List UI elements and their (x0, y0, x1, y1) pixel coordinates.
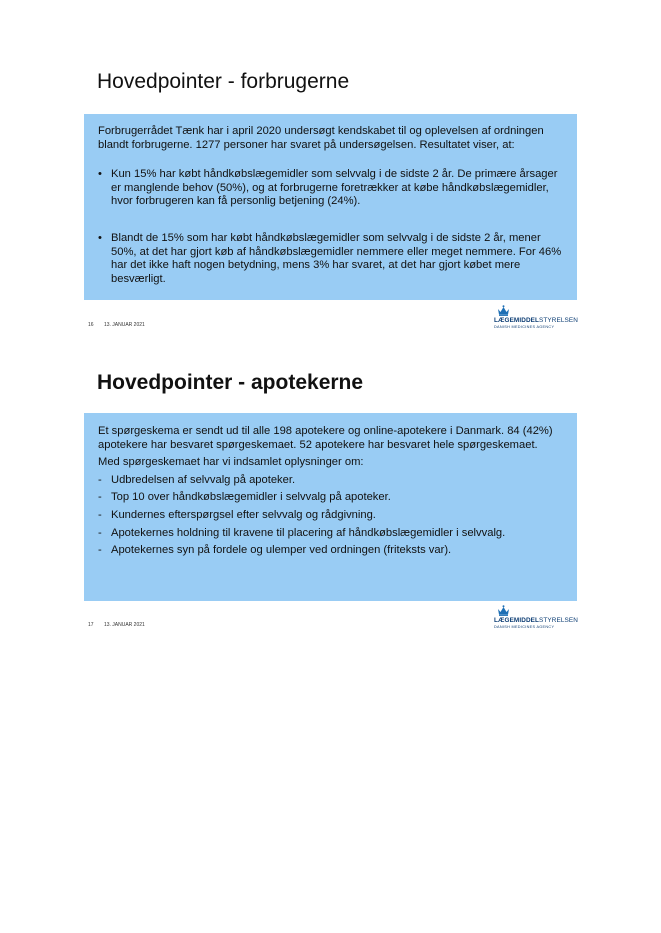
slide-title: Hovedpointer - forbrugerne (97, 70, 350, 93)
list-item-text: Udbredelsen af selvvalg på apoteker. (111, 473, 296, 486)
bullet-marker: - (98, 491, 102, 504)
list-item-text: Apotekernes syn på fordele og ulemper ved ordningen (friteksts var). (111, 544, 452, 557)
bullet-marker: • (98, 168, 102, 181)
content-box (84, 413, 577, 601)
page-number: 16 (88, 322, 94, 328)
bullet-marker: - (98, 526, 102, 539)
list-item-text: Top 10 over håndkøbslægemidler i selvvalg på apoteker. (111, 491, 391, 504)
list-item (98, 527, 563, 541)
footer-date: 13. JANUAR 2021 (103, 622, 145, 628)
list-item-text: Kun 15% har købt håndkøbslægemidler som selvvalg i de sidste 2 år. De primære årsager er manglende behov (50%), og at forbrugerne foretrækker at købe håndkøbslægemidler, hvor forbrugeren kan få personlig betjening (24%). (111, 168, 558, 208)
list-item (98, 509, 563, 523)
logo-subtitle: DANISH MEDICINES AGENCY (494, 625, 555, 629)
logo-name: LÆGEMIDDELSTYRELSEN (494, 317, 578, 324)
list-item (98, 544, 563, 558)
page-number: 17 (88, 622, 94, 628)
intro-text: Et spørgeskema er sendt ud til alle 198 apotekere og online-apotekere i Danmark. 84 (42%) apotekere har besvaret spørgeskemaet. 52 apotekere har besvaret hele spørgeskemaet. (98, 425, 553, 451)
intro-text: Forbrugerrådet Tænk har i april 2020 undersøgt kendskabet til og oplevelsen af ordningen blandt forbrugerne. 1277 personer har svaret på undersøgelsen. Resultatet viser, at: (98, 125, 544, 151)
list-item-text: Apotekernes holdning til kravene til placering af håndkøbslægemidler i selvvalg. (111, 526, 506, 539)
logo-name: LÆGEMIDDELSTYRELSEN (494, 617, 578, 624)
slide-title: Hovedpointer - apotekerne (97, 371, 364, 394)
bullet-marker: - (98, 544, 102, 557)
bullet-list (98, 474, 563, 558)
slide-footer (88, 622, 145, 628)
footer-date: 13. JANUAR 2021 (103, 322, 145, 328)
list-item-text: Kundernes efterspørgsel efter selvvalg og rådgivning. (111, 508, 376, 521)
logo-subtitle: DANISH MEDICINES AGENCY (494, 325, 555, 329)
bullet-marker: - (98, 508, 102, 521)
list-item (98, 491, 563, 505)
crown-icon (497, 605, 510, 616)
bullet-marker: - (98, 473, 102, 486)
bullet-marker: • (98, 231, 102, 244)
lead-text: Med spørgeskemaet har vi indsamlet oplysninger om: (98, 456, 364, 469)
list-item (98, 474, 563, 488)
list-item-text: Blandt de 15% som har købt håndkøbslægemidler som selvvalg i de sidste 2 år, mener 50%, at det har gjort køb af håndkøbslægemidler nemmere eller meget nemmere. For 46% har det ikke haft nogen betydning, mens 3% har svaret, at det har gjort købet mere besværligt. (111, 231, 562, 285)
